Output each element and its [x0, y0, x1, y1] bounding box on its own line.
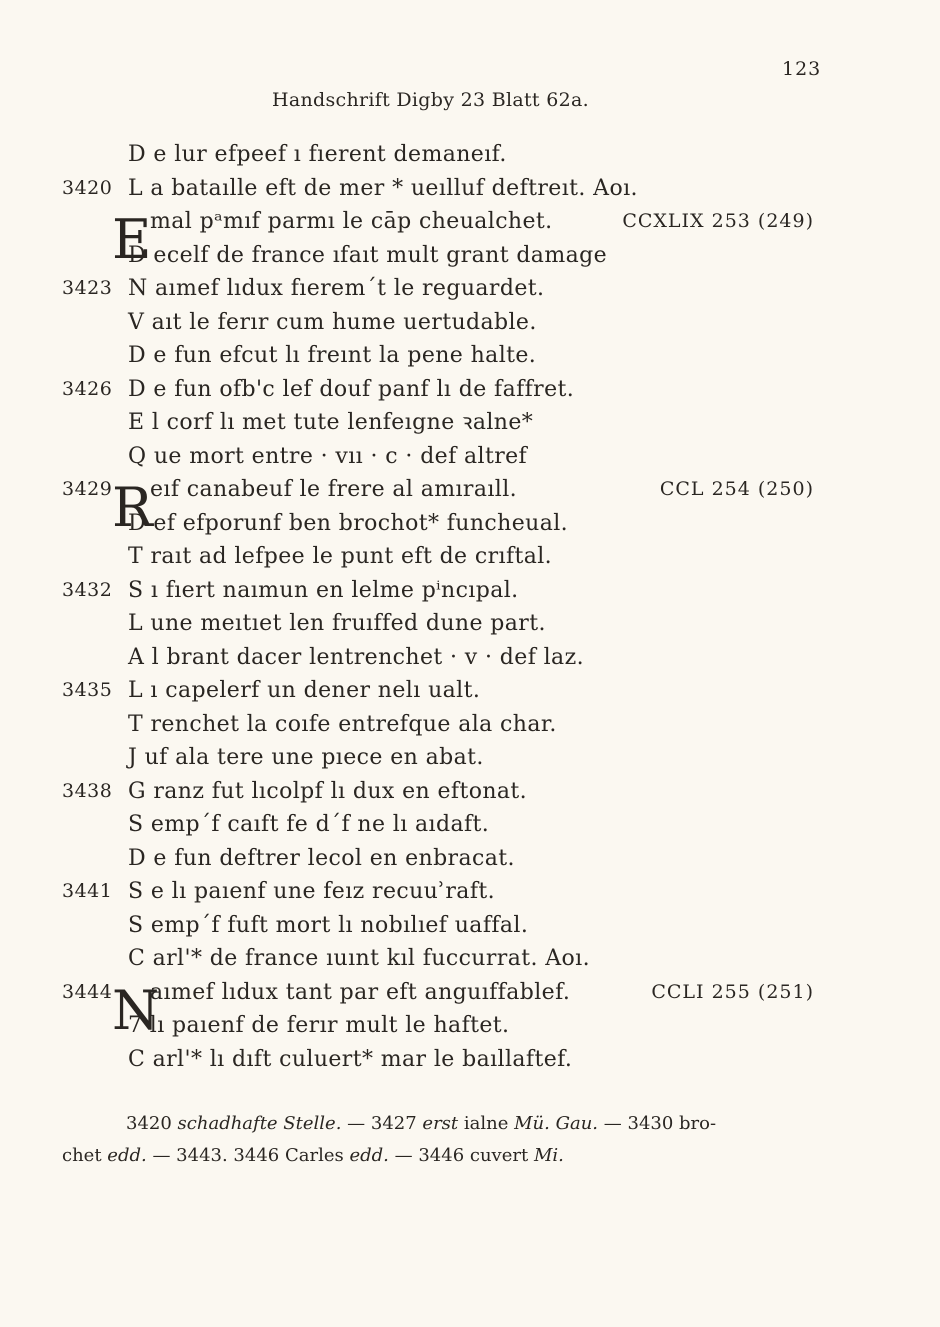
- verse-text: D e lur efpeef ı fıerent demaneıf.: [128, 142, 507, 167]
- verse-text: C arl'* lı dıft culuert* mar le baıllaftef.: [128, 1046, 573, 1072]
- verse-line: [0, 708, 940, 742]
- verse-line: [0, 909, 940, 943]
- verse-text: mal pᵃmıf parmı le cāp cheualchet.: [150, 209, 553, 234]
- footnotes: [62, 1108, 812, 1172]
- verse-line: [0, 373, 940, 407]
- margin-reference: CCL 254 (250): [659, 478, 814, 500]
- verse-line: [0, 239, 940, 273]
- footnote-text: ialne: [463, 1113, 509, 1134]
- footnote-text: erst: [422, 1113, 459, 1134]
- line-number: 3420: [62, 176, 113, 199]
- verse-text: N aımef lıdux fıeremˊt le reguardet.: [128, 276, 545, 301]
- margin-reference: CCLI 255 (251): [651, 980, 814, 1003]
- footnote-text: 3420: [126, 1113, 172, 1134]
- verse-text: 7 lı paıenf de ferır mult le haftet.: [128, 1013, 510, 1038]
- verse-text: S e lı paıenf une feız recuuʾraft.: [128, 879, 495, 904]
- line-number: 3426: [62, 377, 113, 400]
- line-number: 3432: [62, 578, 113, 601]
- verse-text: C arl'* de france ıuınt kıl fuccurrat. Aoı.: [128, 946, 591, 971]
- verse-text: V aıt le ferır cum hume uertudable.: [128, 309, 537, 335]
- verse-text: T renchet la coıfe entrefque ala char.: [128, 711, 557, 737]
- verse-text: S ı fıert naımun en lelme pⁱncıpal.: [128, 577, 519, 603]
- verse-line: [0, 138, 940, 172]
- verse-text: G ranz fut lıcolpf lı dux en eftonat.: [128, 778, 528, 804]
- initial-letter: N: [112, 978, 160, 1042]
- verse-line: [0, 306, 940, 340]
- verse-text: L une meıtıet len fruıffed dune part.: [128, 611, 546, 636]
- line-number: 3429: [62, 478, 113, 500]
- verse-list: [0, 138, 940, 1076]
- line-number: 3435: [62, 679, 113, 701]
- line-number: 3444: [62, 980, 113, 1003]
- verse-text: T raıt ad lefpee le punt eft de crıftal.: [128, 544, 553, 569]
- verse-line: [0, 607, 940, 641]
- footnote-text: — 3446 cuvert: [394, 1145, 529, 1166]
- footnote-line: [62, 1140, 812, 1172]
- verse-line: [0, 1009, 940, 1043]
- initial-letter: E: [112, 208, 152, 271]
- footnote-text: Mü. Gau.: [514, 1113, 599, 1134]
- verse-line: [0, 1043, 940, 1077]
- verse-line: [0, 875, 940, 909]
- margin-reference: CCXLIX 253 (249): [622, 210, 814, 232]
- verse-line: [0, 641, 940, 675]
- line-number: 3441: [62, 880, 113, 902]
- verse-text: D ef efporunf ben brochot* funcheual.: [128, 510, 569, 536]
- verse-text: L ı capelerf un dener nelı ualt.: [128, 678, 481, 703]
- footnote-text: — 3443. 3446 Carles: [152, 1145, 344, 1166]
- verse-text: D e fun ofb'c lef douf panf lı de faffret.: [128, 376, 575, 402]
- footnote-text: — 3427: [347, 1113, 417, 1134]
- verse-text: eıf canabeuf le frere al amıraıll.: [150, 477, 518, 502]
- line-number: 3438: [62, 779, 113, 802]
- verse-line: [0, 574, 940, 608]
- footnote-text: schadhafte Stelle.: [177, 1113, 342, 1134]
- verse-line: [0, 741, 940, 775]
- running-head: Handschrift Digby 23 Blatt 62a.: [272, 89, 589, 111]
- verse-line: [0, 842, 940, 876]
- verse-line: [0, 942, 940, 976]
- verse-text: L a bataılle eft de mer * ueılluf deftreıt. Aoı.: [128, 175, 638, 201]
- footnote-line: [62, 1108, 812, 1140]
- verse-text: aımef lıdux tant par eft anguıffablef.: [150, 979, 571, 1005]
- verse-text: Q ue mort entre · vıı · c · def altref: [128, 443, 528, 469]
- verse-text: D e fun deftrer lecol en enbracat.: [128, 845, 515, 871]
- initial-letter: R: [112, 476, 153, 539]
- verse-text: D e fun efcut lı freınt la pene halte.: [128, 343, 537, 368]
- verse-line: [0, 440, 940, 474]
- verse-line: [0, 172, 940, 206]
- verse-text: S empˊf fuft mort lı nobılıef uaffal.: [128, 912, 529, 938]
- verse-line: [0, 775, 940, 809]
- footnote-text: — 3430 bro-: [603, 1113, 717, 1134]
- verse-line: [0, 406, 940, 440]
- verse-line: [0, 674, 940, 708]
- line-number: 3423: [62, 277, 113, 299]
- verse-text: E l corf lı met tute lenfeıgne ꝛalne*: [128, 410, 534, 435]
- verse-line: [0, 540, 940, 574]
- verse-line: [0, 808, 940, 842]
- verse-text: D ecelf de france ıfaıt mult grant damage: [128, 242, 608, 268]
- verse-line: [0, 339, 940, 373]
- footnote-text: edd.: [349, 1145, 389, 1166]
- verse-text: S empˊf caıft fe dˊf ne lı aıdaft.: [128, 812, 490, 837]
- footnote-text: chet: [62, 1145, 102, 1166]
- verse-line: [0, 507, 940, 541]
- page-number: 123: [782, 58, 822, 80]
- verse-line: [0, 272, 940, 306]
- footnote-text: edd.: [107, 1145, 147, 1166]
- footnote-text: Mi.: [533, 1145, 564, 1166]
- verse-text: J uf ala tere une pıece en abat.: [128, 745, 484, 770]
- verse-text: A l brant dacer lentrenchet · v · def laz.: [128, 644, 584, 670]
